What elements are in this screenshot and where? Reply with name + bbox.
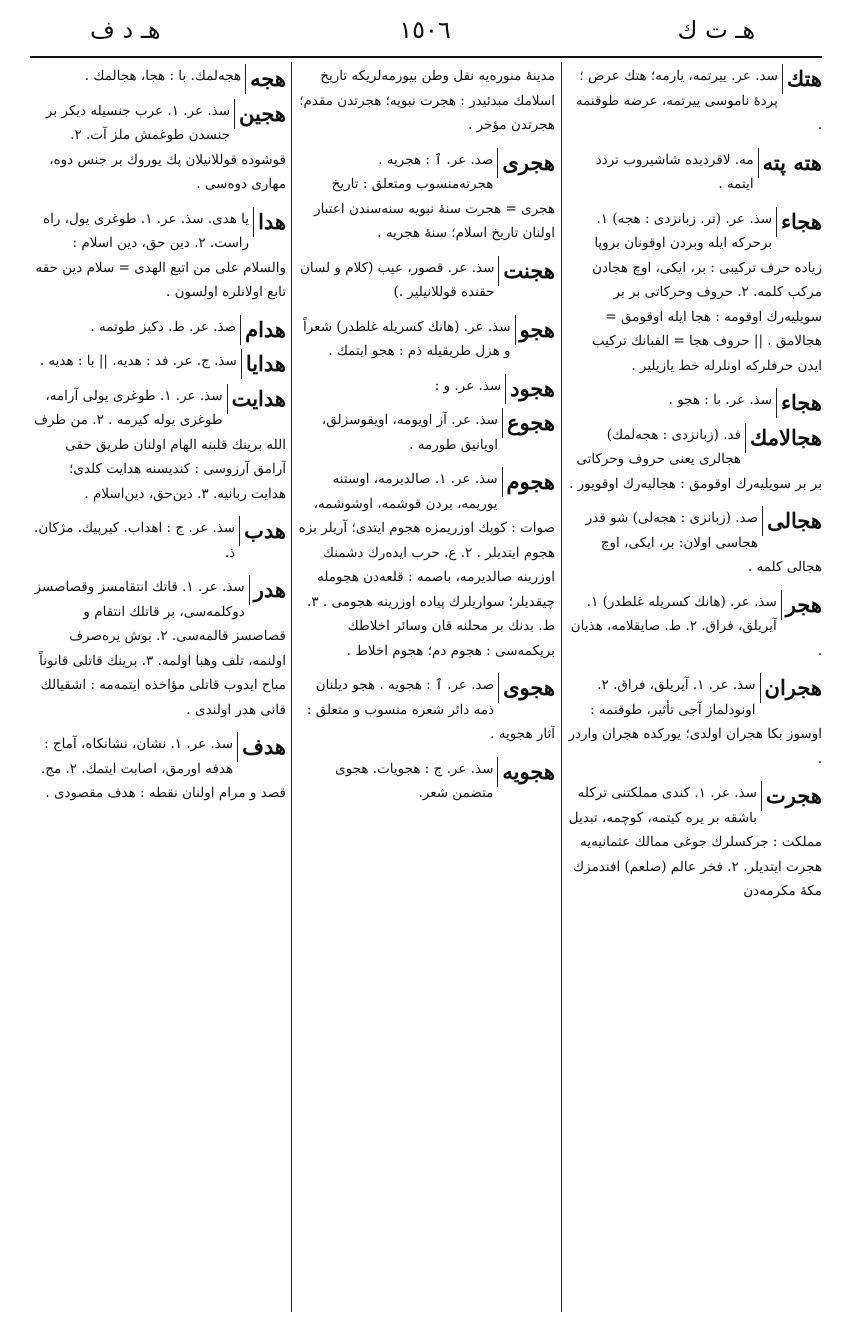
dictionary-entry — [568, 388, 822, 413]
headword: هجاء — [776, 207, 822, 237]
dictionary-entry — [30, 64, 286, 89]
headword: هدا — [253, 207, 286, 237]
dictionary-entry — [297, 64, 555, 138]
headword: هجاء — [776, 388, 822, 418]
definition: صد. (زبانزی : هجه‌لی) شو قدر هجاسی اولان: بر، ايكی، اوچ هجالی كلمه . — [585, 510, 822, 575]
dictionary-entry — [568, 590, 822, 664]
headword: هدايت — [227, 384, 286, 414]
headword: هته پته — [758, 148, 822, 178]
dictionary-entry — [30, 207, 286, 305]
column-right — [568, 64, 822, 1314]
column-divider — [291, 62, 292, 1312]
definition: سذ. عر. ١. صالديرمه، اوستنه يوريمه، بردن قوشمه، اوشوشمه، صوات : كوپك اوزريمزه هجوم ايتدی؛ آريلر بزه هجوم ايتديلر . ٢. ع. حرب ايده‌رك دشمنك اوزرينه صالديرمه، باصمه : قلعه‌دن هجومله چيقديلر؛ سواريلرك پياده اوزرينه هجومی . ٣. ط. بدنك بر محلنه قان وسائر اخلاطك بريكمه‌سی : هجوم دم؛ هجوم اخلاط . — [298, 471, 555, 659]
column-divider — [561, 62, 562, 1312]
headword: هجران — [760, 673, 822, 703]
definition: سذ. عر. با : هجو . — [668, 392, 773, 408]
headword: هدام — [240, 315, 286, 345]
definition: سذ. عر. (تر. زبانزدی : هجه) ١. برحركه ايله وبردن اوقونان بروپا زياده حرف تركيبی : بر، ايكی، اوچ هجادن مركب كلمه. ٢. حروف وحركاتی بر بر سويليه‌رك اوقومه : هجا ايله اوقومق = هجالامق . || حروف هجا = الفبانك تركيب ايدن حرفلركه اونلرله خط يازيلير . — [591, 210, 822, 374]
definition: صذ. عر. ط. دكيز طوتمه . — [90, 318, 237, 335]
headword: هدب — [239, 516, 286, 546]
headword: هجر — [781, 590, 822, 620]
definition: هجه‌لمك. با : هجا، هجالمك . — [84, 68, 242, 84]
definition: سذ. عر. ج : هجويات. هجوی متضمن شعر. — [335, 760, 494, 801]
dictionary-entry — [297, 374, 555, 399]
page-header — [0, 0, 850, 60]
headword: هجه — [245, 64, 286, 94]
headword: هجين — [234, 99, 286, 129]
dictionary-entry — [568, 148, 822, 197]
dictionary-entry — [30, 516, 286, 565]
dictionary-entry — [297, 673, 555, 747]
dictionary-entry — [568, 207, 822, 379]
definition: سذ. ج. عر. فد : هديه. || با : هديه . — [39, 353, 237, 369]
definition: سذ. عر. ١. آيريلق، فراق. ٢. اونودلماز آجی تأثير، طوقنمه : اوسوز بكا هجران اولدی؛ يوركده هجران واردر . — [568, 677, 822, 767]
dictionary-entry — [297, 757, 555, 806]
dictionary-entry — [568, 64, 822, 138]
headword: هجالی — [762, 506, 822, 536]
headword: هجالامك — [745, 423, 822, 453]
column-middle — [297, 64, 555, 1314]
definition: سذ. عر. قصور، عيب (كلام و لسان حقنده قوللانيلير .) — [299, 259, 495, 300]
headword: هجو — [515, 315, 555, 345]
headword: هجوع — [502, 408, 555, 438]
headword: هجوی — [498, 673, 555, 703]
dictionary-entry — [297, 408, 555, 457]
column-left — [30, 64, 286, 1314]
definition: سذ. عر. ١. كندی مملكتنی تركله باشقه بر يره كيتمه، كوچمه، تبديل مملكت : جركسلرك جوغی ممالك عثمانيه‌يه هجرت ايتديلر. ٢. فخر عالم (صلعم) افندمزك مكۀ مكرمه‌دن — [568, 785, 822, 899]
headword: هدايا — [241, 349, 286, 379]
dictionary-entry — [297, 148, 555, 246]
definition: سذ. عر. ١. نشان، نشانكاه، آماج : هدفه اورمق، اصابت ايتمك. ٢. مج. قصد و مرام اولنان نقطه : هدف مقصودی . — [40, 736, 286, 801]
dictionary-entry — [568, 781, 822, 904]
definition: سذ. عر. ١. عرب جنسيله ديكر بر جنسدن طوغمش ملز آت. ٢. قوشوده قوللانيلان پك يوروك بر جنس دوه، مهاری دوه‌سی . — [45, 102, 286, 192]
dictionary-entry — [30, 99, 286, 197]
headword: هدف — [237, 732, 286, 762]
dictionary-entry — [297, 315, 555, 364]
dictionary-entry — [297, 256, 555, 305]
dictionary-entry — [568, 506, 822, 580]
definition: سذ. عر. ١. قاتك انتقامسز وقصاصسز دوكلمه‌سی، بر قاتلك انتقام و قصاصسز قالمه‌سی. ٢. بوش يره‌صرف اولنمه، تلف وهبا اولمه. ٣. برينك قاتلی قانوناً مباح ايدوب قاتلی مؤاخذه ايتمه‌مه : اشقيالك قانی هدر اولندی . — [34, 579, 286, 718]
dictionary-entry — [30, 575, 286, 722]
definition: سذ. عر. (هانك كسريله غلطدر) ١. آيريلق، فراق. ٢. ط. صايقلامه، هذيان . — [570, 593, 822, 659]
header-right-letters: هـ ت ك — [677, 16, 755, 44]
definition: سذ. عر. ج : اهداب. كيرپيك. مژكان. ذ. — [34, 520, 236, 561]
headword: هتك — [782, 64, 822, 94]
header-rule — [30, 56, 822, 58]
headword: هجرت — [761, 781, 822, 811]
dictionary-entry — [568, 673, 822, 771]
dictionary-entry — [297, 467, 555, 663]
definition: مدينۀ منوره‌يه نقل وطن بيورمه‌لريكه تاريخ اسلامك مبدئيدر : هجرت نبويه؛ هجرتدن مقدم؛ هجرتدن مؤخر . — [299, 68, 555, 133]
dictionary-entry — [568, 423, 822, 497]
definition: سد. عر. ييرتمه، يارمه؛ هتك عرض ؛ پردۀ ناموسی ييرتمه، عرضه طوقنمه . — [575, 68, 822, 133]
page-number: ١٥٠٦ — [399, 16, 451, 44]
definition: فد. (زبانزدی : هجه‌لمك) هجالری يعنی حروف وحركاتی بر بر سويليه‌رك اوقومق : هجاليه‌رك اوقويور . — [569, 426, 822, 492]
headword: هدر — [249, 575, 286, 605]
headword: هجوم — [502, 467, 555, 497]
dictionary-entry — [30, 384, 286, 507]
headword: هجويه — [497, 757, 555, 787]
definition: سذ. عر. آز اويومه، اويقوسزلق، اويانيق طورمه . — [321, 412, 498, 453]
header-left-letters: هـ د ف — [90, 16, 161, 44]
dictionary-entry — [30, 732, 286, 806]
dictionary-entry — [30, 349, 286, 374]
definition: صد. عر. ٱ : هجويه . هجو ديلنان ذمه دائر شعره منسوب و متعلق : آثار هجويه . — [306, 677, 555, 742]
headword: هجنت — [498, 256, 555, 286]
headword: هجری — [497, 148, 555, 178]
definition: سذ. عر. (هانك كسريله غلطدر) شعراً و هزل طريقيله ذم : هجو ايتمك . — [303, 318, 511, 359]
headword: هجود — [505, 374, 555, 404]
dictionary-entry — [30, 315, 286, 340]
definition: يا هدی. سذ. عر. ١. طوغری يول، راه راست. ٢. دين حق، دين اسلام : والسلام علی من اتبع الهدی = سلام دين حقه تابع اولانلره اولسون . — [35, 210, 286, 300]
definition: سذ. عر. ١. طوغری يولی آرامه، طوغری يوله كيرمه . ٢. من طرف الله برينك قلبنه الهام اولنان طريق حقی آرامق آرزوسی : كنديسنه هدايت كلدی؛ هدايت ربانيه. ٣. دين‌حق، دين‌اسلام . — [33, 387, 286, 502]
definition: سذ. عر. و : — [434, 377, 502, 394]
definition: صد. عر. ٱ : هجريه . هجرته‌منسوب ومتعلق : تاريخ هجری = هجرت سنۀ نبويه سنه‌سندن اعتبار اولنان تاريخ اسلام؛ سنۀ هجريه . — [314, 151, 555, 241]
definition: مه. لاقرديده شاشيروب تردد ايتمه . — [595, 151, 754, 192]
